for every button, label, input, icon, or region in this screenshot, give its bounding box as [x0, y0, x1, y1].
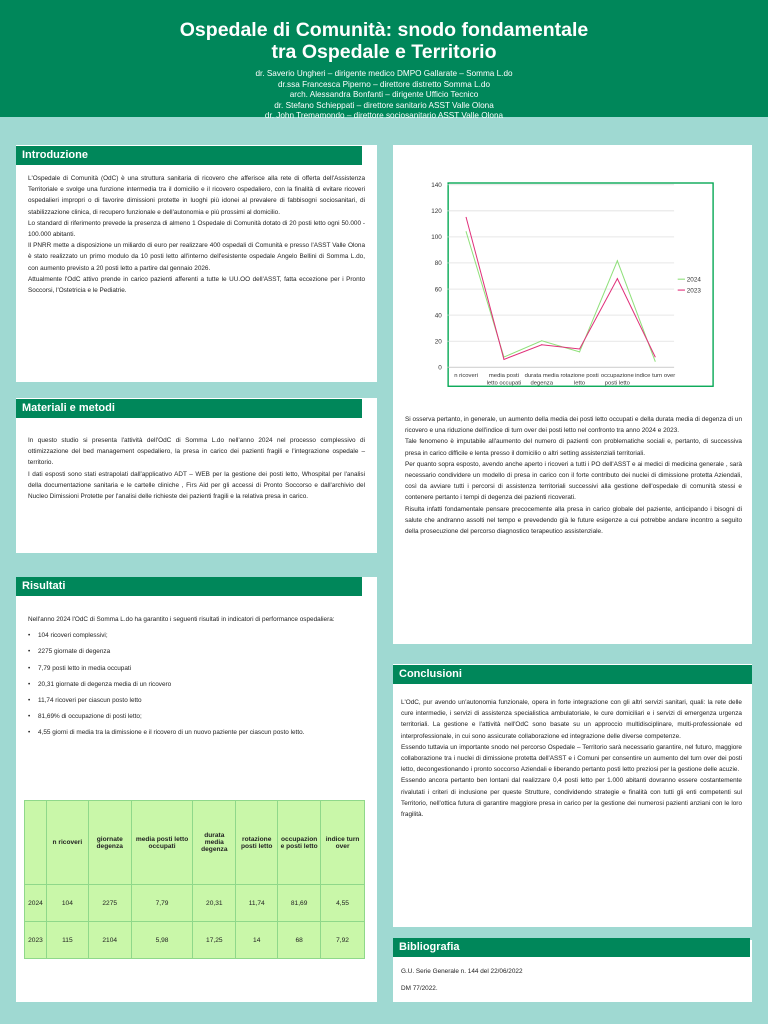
data-point — [617, 260, 618, 261]
intro-paragraph: Attualmente l'OdC attivo prende in carico pazienti afferenti a tutte le UU.OO dell'ASST, fatta eccezione per i Pronto Soccorsi, l'Ostetricia e le Pediatrie. — [28, 275, 365, 295]
x-tick-label: n ricoveri — [454, 373, 479, 380]
data-point — [655, 361, 656, 362]
x-tick-label: indice turn over — [635, 373, 676, 380]
methods-paragraph: I dati esposti sono stati estrapolati dall'applicativo ADT – WEB per la gestione dei posti letto, Whospital per l'analisi della documentazione sanitaria e le cartelle cliniche , Firs Aid per gli accessi di Pronto Soccorso e dall'archivio del Nucleo Dimissioni Protette per l'analisi delle richieste dei pazienti fragili e la relativa presa in carico. — [28, 470, 365, 501]
author-list — [0, 69, 768, 122]
table-row — [25, 922, 365, 959]
x-tick-label: durata media — [524, 373, 559, 380]
data-point — [655, 356, 656, 357]
y-tick-label: 60 — [434, 286, 442, 294]
table-header: occupazion e posti letto — [278, 801, 321, 885]
y-tick-label: 80 — [434, 260, 442, 268]
list-item: • 104 ricoveri complessivi; — [28, 628, 365, 644]
conclusions-paragraph: Essendo tuttavia un importante snodo nel percorso Ospedale – Territorio sarà necessario garantire, nel futuro, maggiore collaborazione tra i nuclei di dimissione protetta dell'ASST e i Comuni per consentire un aumento del turn over dei posti letto, decongestionando i pronto soccorso Aziendali e liberando pertanto posti letto preziosi per la gestione delle acuzie. — [401, 743, 742, 774]
discussion-paragraph: Si osserva pertanto, in generale, un aumento della media dei posti letto occupati e della durata media di degenza di un ricovero e una riduzione dell'indice di turn over dei posti letto nel confronto tra anno 2024 e 2023. — [405, 416, 742, 435]
author: arch. Alessandra Bonfanti – dirigente Ufficio Tecnico — [289, 90, 479, 100]
conclusions-paragraph: L'OdC, pur avendo un'autonomia funzionale, opera in forte integrazione con gli altri servizi sanitari, quali: la rete delle cure intermedie, i servizi di assistenza specialistica ambulatoriale, le cure domiciliari e i servizi di emergenza urgenza territoriali. La gestione e l'attività nell'OdC sono basate su un approccio multidisciplinare, multi-professionale ed interprofessionale, in cui sono assicurate collaborazione ed integrazione delle diverse competenze. — [401, 699, 742, 740]
chart-svg — [420, 168, 714, 394]
table-cell: 2023 — [25, 922, 47, 959]
table-header: indice turn over — [321, 801, 365, 885]
conclusions-heading: Conclusioni — [393, 665, 752, 684]
data-point — [541, 340, 542, 341]
x-tick-label: degenza — [530, 380, 554, 387]
intro-text — [28, 173, 365, 296]
discussion-paragraph: Per quanto sopra esposto, avendo anche aperto i ricoveri a tutti i PO dell'ASST e ai medici di medicina generale , sarà necessario condividere un modello di presa in carico con il forte contributo dei nuclei di dimissione protetta Aziendali, così da avviare tutti i percorsi di assistenza territoriali successivi alla gestione dell'ospedale di comunità stessi e contenere pertanto i tempi di degenza dei pazienti ricoverati. — [405, 460, 742, 502]
y-tick-label: 0 — [438, 364, 442, 372]
x-tick-label: media posti — [488, 373, 519, 380]
y-tick-label: 100 — [431, 234, 442, 242]
table-header: n ricoveri — [46, 801, 88, 885]
data-point — [466, 217, 467, 218]
results-intro: Nell'anno 2024 l'OdC di Somma L.do ha garantito i seguenti risultati in indicatori di performance ospedaliera: — [28, 616, 335, 623]
results-table — [24, 800, 365, 959]
discussion-paragraph: Tale fenomeno è imputabile all'aumento del numero di pazienti con problematiche sociali e, pertanto, di successiva presa in carico difficile e lenta presso il domicilio o altri setting assistenziali territoriali. — [405, 438, 742, 457]
x-tick-label: rotazione posti — [560, 373, 599, 380]
intro-heading: Introduzione — [16, 146, 362, 165]
author: dr. Saverio Ungheri – dirigente medico DMPO Gallarate – Somma L.do — [255, 69, 513, 78]
table-cell: 14 — [236, 922, 278, 959]
x-tick-label: letto — [573, 380, 586, 387]
data-point — [617, 278, 618, 279]
table-cell: 81,69 — [278, 885, 321, 922]
y-tick-label: 140 — [431, 182, 442, 190]
methods-text — [28, 435, 365, 502]
x-tick-label: posti letto — [604, 380, 630, 387]
results-text — [28, 614, 365, 742]
table-cell: 68 — [278, 922, 321, 959]
table-cell: 2024 — [25, 885, 47, 922]
series-line-2023 — [466, 217, 655, 359]
line-chart — [420, 168, 714, 394]
results-heading: Risultati — [16, 577, 362, 596]
data-point — [503, 359, 504, 360]
table-cell: 20,31 — [193, 885, 236, 922]
table-header: durata media degenza — [193, 801, 236, 885]
x-tick-label: letto occupati — [486, 380, 522, 387]
legend-label: 2023 — [686, 287, 701, 295]
discussion-paragraph: Risulta infatti fondamentale pensare precocemente alla presa in carico globale del paziente, anticipando i bisogni di salute che andranno assolti nel tempo e prevedendo già le future esigenze a cui potrebbe andare incontro a seguito della prosecuzione del percorso diagnostico terapeutico assistenziale. — [405, 505, 742, 536]
bibliography-heading: Bibliografia — [393, 938, 750, 957]
table-row — [25, 885, 365, 922]
bibliography-item: DM 77/2022. — [401, 985, 438, 992]
conclusions-paragraph: Essendo ancora pertanto ben lontani dal realizzare 0,4 posti letto per 1.000 abitanti dovranno essere costantemente rivalutati i criteri di inclusione per queste Strutture, condividendo strategie e finalità con tutti gli enti competenti sul Territorio, nell'ottica futura di garantire maggiore presa in carico per la gestione dei numerosi pazienti anziani con le loro fragilità. — [401, 777, 742, 819]
list-item: • 2275 giornate di degenza — [28, 644, 365, 660]
table-header — [25, 801, 47, 885]
author: dr. Stefano Schieppati – direttore sanitario ASST Valle Olona — [274, 100, 494, 110]
table-header: rotazione posti letto — [236, 801, 278, 885]
author: dr.ssa Francesca Piperno – direttore distretto Somma L.do — [277, 79, 491, 89]
table-cell: 2275 — [88, 885, 131, 922]
author: dr. John Tremamondo – direttore sociosanitario ASST Valle Olona — [264, 111, 504, 121]
results-list — [28, 628, 365, 741]
list-item: • 81,69% di occupazione di posti letto; — [28, 709, 365, 725]
data-point — [579, 348, 580, 349]
data-point — [466, 231, 467, 232]
table-cell: 4,55 — [321, 885, 365, 922]
table-header-row — [25, 801, 365, 885]
list-item: • 7,79 posti letto in media occupati — [28, 661, 365, 677]
bibliography-text — [401, 963, 731, 997]
x-tick-label: occupazione — [600, 373, 634, 380]
table-cell: 5,98 — [131, 922, 193, 959]
list-item: • 11,74 ricoveri per ciascun posto letto — [28, 693, 365, 709]
list-item: • 4,55 giorni di media tra la dimissione e il ricovero di un nuovo paziente per ciascun posto letto. — [28, 725, 365, 741]
methods-paragraph: In questo studio si presenta l'attività dell'OdC di Somma L.do nell'anno 2024 nel processo complessivo di ottimizzazione del bed management ospedaliero, la presa in carico dei pazienti fragili e l'integrazione ospedale – territorio. — [28, 437, 365, 467]
intro-paragraph: Lo standard di riferimento prevede la presenza di almeno 1 Ospedale di Comunità dotato di 20 posti letto ogni 50.000 - 100.000 abitanti. — [28, 219, 365, 239]
data-point — [579, 351, 580, 352]
series-line-2024 — [466, 232, 655, 362]
conclusions-text — [401, 697, 742, 820]
poster-title: Ospedale di Comunità: snodo fondamentale tra Ospedale e Territorio — [179, 19, 589, 63]
table-cell: 7,79 — [131, 885, 193, 922]
list-item: • 20,31 giornate di degenza media di un ricovero — [28, 677, 365, 693]
intro-paragraph: L'Ospedale di Comunità (OdC) è una struttura sanitaria di ricovero che afferisce alla rete di offerta dell'Assistenza Territoriale e svolge una funzione intermedia tra il domicilio e il ricovero ospedaliero, con la finalità di evitare ricoveri ospedalieri impropri o di favorire dimissioni protette in luoghi più idonei al prevalere di fabbisogni sociosanitari, di stabilizzazione clinica, di recupero funzionale e dell'autonomia e più prossimi al domicilio. — [28, 175, 365, 216]
intro-paragraph: Il PNRR mette a disposizione un miliardo di euro per realizzare 400 ospedali di Comunità e presso l'ASST Valle Olona è stato realizzato un primo modulo da 10 posti letto all'interno dell'esistente ospedale Angelo Bellini di Somma L.do, con aumento previsto a 20 posti letto a partire dal gennaio 2026. — [28, 242, 365, 272]
poster-header — [0, 0, 768, 121]
table-cell: 2104 — [88, 922, 131, 959]
methods-heading: Materiali e metodi — [16, 399, 362, 418]
discussion-text — [405, 414, 742, 537]
table-cell: 17,25 — [193, 922, 236, 959]
table-cell: 104 — [46, 885, 88, 922]
y-tick-label: 20 — [434, 338, 442, 346]
table-cell: 115 — [46, 922, 88, 959]
table-header: giornate degenza — [88, 801, 131, 885]
legend-label: 2024 — [686, 276, 701, 284]
data-point — [541, 344, 542, 345]
y-tick-label: 40 — [434, 312, 442, 320]
y-tick-label: 120 — [431, 208, 442, 216]
table-cell: 7,92 — [321, 922, 365, 959]
bibliography-item: G.U. Serie Generale n. 144 del 22/06/2022 — [401, 968, 523, 975]
chart-frame — [448, 183, 713, 386]
table-cell: 11,74 — [236, 885, 278, 922]
table-header: media posti letto occupati — [131, 801, 193, 885]
